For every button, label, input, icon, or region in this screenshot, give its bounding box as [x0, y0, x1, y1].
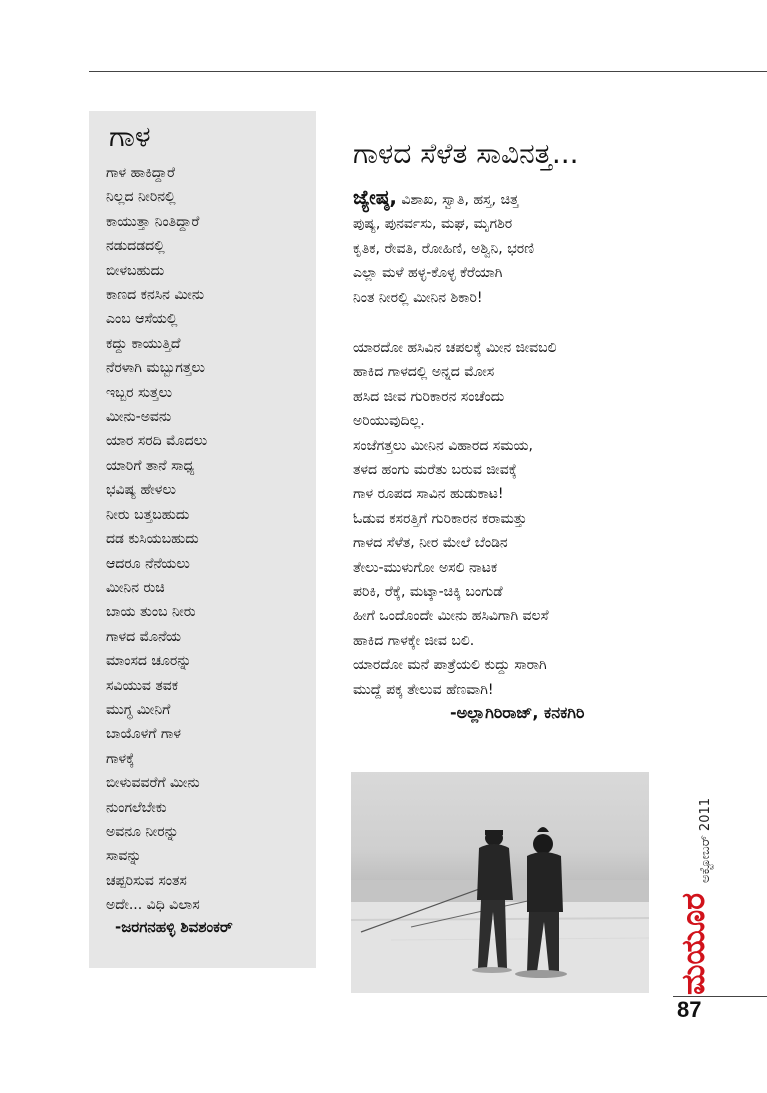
poem-line: ತೇಲು-ಮುಳುಗೋ ಅಸಲಿ ನಾಟಕ: [353, 559, 498, 576]
poem-line: ಎಲ್ಲಾ ಮಳೆ ಹಳ್ಳ-ಕೊಳ್ಳ ಕೆರೆಯಾಗಿ: [353, 265, 503, 282]
magazine-name: ಮಯೂರ: [674, 892, 712, 995]
poem-line: ಕೃತಿಕ, ರೇವತಿ, ರೋಹಿಣಿ, ಅಶ್ವಿನಿ, ಭರಣಿ: [353, 240, 535, 257]
poem-first-word: ಜ್ಯೇಷ್ಠ,: [353, 185, 397, 209]
sidebar-poem-lines: [106, 161, 207, 918]
poem-line: ನಿಂತ ನೀರಲ್ಲಿ ಮೀನಿನ ಶಿಕಾರಿ!: [353, 289, 483, 306]
sidebar-poem-line: ಬೀಳಬಹುದು: [106, 262, 165, 279]
main-poem-author: -ಅಲ್ಲಾಗಿರಿರಾಜ್, ಕನಕಗಿರಿ: [450, 703, 585, 722]
issue-date: ಅಕ್ಟೋಬರ್ 2011: [698, 797, 713, 883]
top-rule: [89, 71, 767, 72]
poem-line: ಪರಿಕಿ, ರೆಕ್ಕೆ, ಮಟ್ಕಾ-ಚಿಕ್ಕಿ ಬಂಗುಡೆ: [353, 584, 503, 601]
sidebar-poem-line: ನೀರು ಬತ್ತಬಹುದು: [106, 506, 190, 523]
sidebar-poem-line: ಚಪ್ಪರಿಸುವ ಸಂತಸ: [106, 872, 187, 889]
sidebar-poem-line: ಕಾಯುತ್ತಾ ನಿಂತಿದ್ದಾರೆ: [106, 213, 200, 230]
poem-line: ಹೀಗೆ ಒಂದೊಂದೇ ಮೀನು ಹಸಿವಿಗಾಗಿ ವಲಸೆ: [353, 608, 549, 625]
poem-line: ಓಡುವ ಕಸರತ್ತಿಗೆ ಗುರಿಕಾರನ ಕರಾಮತ್ತು: [353, 510, 527, 527]
poem-line-rest: ವಿಶಾಖ, ಸ್ವಾತಿ, ಹಸ್ತ, ಚಿತ್ತ: [396, 192, 519, 208]
sidebar-poem-line: ಆದರೂ ನೆನೆಯಲು: [106, 555, 190, 572]
sidebar-poem-line: ಕದ್ದು ಕಾಯುತ್ತಿದೆ: [106, 335, 181, 352]
sidebar-poem-line: ಗಾಳದ ಮೊನೆಯ: [106, 628, 181, 645]
main-poem-stanza-1: [353, 185, 534, 310]
sidebar-poem-line: ದಡ ಕುಸಿಯಬಹುದು: [106, 531, 199, 548]
sidebar-poem-line: ಮಾಂಸದ ಚೂರನ್ನು: [106, 653, 192, 670]
poem-line: ಅರಿಯುವುದಿಲ್ಲ.: [353, 413, 425, 430]
poem-line: ಗಾಳದ ಸೆಳೆತ, ನೀರ ಮೇಲೆ ಬೆಂಡಿನ: [353, 535, 508, 552]
sidebar-poem-box: [89, 111, 316, 968]
fishermen-photo: [351, 772, 649, 993]
magazine-masthead: [673, 775, 717, 995]
sidebar-poem-author: -ಜರಗನಹಳ್ಳಿ ಶಿವಶಂಕರ್: [115, 918, 233, 936]
sidebar-poem-line: ಕಾಣದ ಕನಸಿನ ಮೀನು: [106, 287, 205, 304]
poem-line: ಸಂಜೆಗತ್ತಲು ಮೀನಿನ ವಿಹಾರದ ಸಮಯ,: [353, 437, 533, 454]
sidebar-poem-line: ನಡುದಡದಲ್ಲಿ: [106, 238, 165, 255]
main-poem-title: ಗಾಳದ ಸೆಳೆತ ಸಾವಿನತ್ತ...: [353, 137, 579, 170]
sidebar-poem-line: ಗಾಳಕ್ಕೆ: [106, 750, 135, 767]
main-poem-stanza-2: [353, 336, 556, 702]
sidebar-poem-line: ಸಾವನ್ನು: [106, 848, 142, 865]
poem-line: ಪುಷ್ಯ, ಪುನರ್ವಸು, ಮಘ, ಮೃಗಶಿರ: [353, 216, 513, 233]
sidebar-poem-line: ಬಾಯ ತುಂಬ ನೀರು: [106, 604, 196, 621]
sidebar-poem-line: ಗಾಳ ಹಾಕಿದ್ದಾರೆ: [106, 165, 175, 181]
sidebar-poem-line: ಮೀನಿನ ರುಚಿ: [106, 579, 165, 596]
sidebar-poem-line: ನುಂಗಲೆಬೇಕು: [106, 799, 167, 816]
sidebar-poem-line: ಮುಗ್ಧ ಮೀನಿಗೆ: [106, 701, 171, 718]
poem-line: ಮುದ್ದೆ ಪಕ್ಕ ತೇಲುವ ಹೆಣವಾಗಿ!: [353, 681, 494, 698]
sidebar-poem-line: ಮೀನು-ಅವನು: [106, 409, 172, 426]
poem-line: ಹಸಿದ ಜೀವ ಗುರಿಕಾರನ ಸಂಚೆಂದು: [353, 388, 505, 405]
poem-line: ಯಾರದೋ ಮನೆ ಪಾತ್ರೆಯಲಿ ಕುದ್ದು ಸಾರಾಗಿ: [353, 657, 547, 674]
sidebar-poem-line: ಬೀಳುವವರೆಗೆ ಮೀನು: [106, 775, 200, 792]
sidebar-poem-line: ನಿಲ್ಲದ ನೀರಿನಲ್ಲಿ: [106, 189, 176, 206]
sidebar-poem-line: ಯಾರ ಸರದಿ ಮೊದಲು: [106, 433, 208, 450]
sidebar-poem-line: ನೆರಳಾಗಿ ಮಬ್ಬುಗತ್ತಲು: [106, 360, 205, 377]
sidebar-poem-line: ಅವನೂ ನೀರನ್ನು: [106, 823, 179, 840]
poem-line: ಹಾಕಿದ ಗಾಳಕ್ಕೇ ಜೀವ ಬಲಿ.: [353, 632, 475, 649]
poem-line: ತಳದ ಹಂಗು ಮರೆತು ಬರುವ ಜೀವಕ್ಕೆ: [353, 462, 517, 479]
sidebar-poem-line: ಭವಿಷ್ಯ ಹೇಳಲು: [106, 482, 176, 499]
poem-line: ಯಾರದೋ ಹಸಿವಿನ ಚಪಲಕ್ಕೆ ಮೀನ ಜೀವಬಲಿ: [353, 340, 557, 356]
poem-line: ಗಾಳ ರೂಪದ ಸಾವಿನ ಹುಡುಕಾಟ!: [353, 486, 504, 503]
sidebar-poem-line: ಇಬ್ಬರ ಸುತ್ತಲು: [106, 384, 173, 401]
page-number: 87: [677, 997, 702, 1022]
sidebar-poem-line: ಬಾಯೊಳಗೆ ಗಾಳ: [106, 726, 181, 743]
sidebar-poem-title: ಗಾಳ: [109, 119, 151, 153]
sidebar-poem-line: ಎಂಬ ಆಸೆಯಲ್ಲಿ: [106, 311, 178, 328]
sidebar-poem-line: ಯಾರಿಗೆ ತಾನೆ ಸಾಧ್ಯ: [106, 457, 195, 474]
poem-line: [353, 185, 534, 212]
sidebar-poem-line: ಸವಿಯುವ ತವಕ: [106, 677, 179, 694]
fishermen-illustration: [351, 772, 649, 993]
sidebar-poem-line: ಅದೇ... ವಿಧಿ ವಿಲಾಸ: [106, 897, 200, 914]
poem-line: ಹಾಕಿದ ಗಾಳದಲ್ಲಿ ಅನ್ನದ ಮೋಸ: [353, 364, 495, 381]
